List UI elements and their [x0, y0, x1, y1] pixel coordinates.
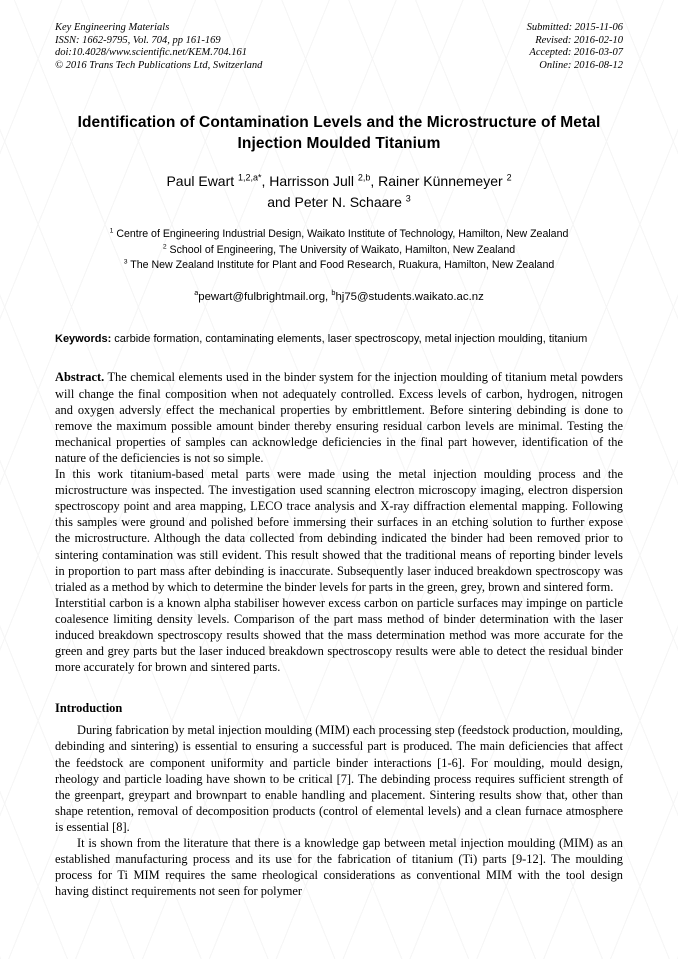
abstract-paragraph-1: [55, 369, 623, 466]
date-submitted: Submitted: 2015-11-06: [526, 22, 623, 33]
journal-header-right: [527, 22, 623, 72]
paper-body: [55, 369, 623, 899]
abstract-paragraph-3: Interstitial carbon is a known alpha stabiliser however excess carbon on particle surfaces may impinge on particle coalesence limiting density levels. Comparison of the part mass method of binder determination with the laser induced breakdown spectroscopy results showed that the mass determination method was more accurate for the green and grey parts but the laser induced breakdown spectroscopy results were able to detect the residual binder more accurately for brown and sintered parts.: [55, 595, 623, 675]
affiliation-text-1: Centre of Engineering Industrial Design, Waikato Institute of Technology, Hamilton, New Zealand: [113, 228, 569, 241]
email-address-a[interactable]: pewart@fulbrightmail.org,: [198, 290, 332, 303]
email-address-b[interactable]: hj75@students.waikato.ac.nz: [335, 290, 484, 303]
author-name-4: and Peter N. Schaare: [267, 194, 406, 211]
date-revised: Revised: 2016-02-10: [535, 34, 623, 46]
author-name-1: Paul Ewart: [166, 173, 239, 190]
affiliation-text-3: The New Zealand Institute for Plant and Food Research, Ruakura, Hamilton, New Zealand: [127, 258, 555, 271]
date-accepted: Accepted: 2016-03-07: [529, 47, 623, 59]
affiliation-3: [61, 258, 617, 273]
author-separator-2: , Rainer Künnemeyer: [370, 173, 507, 190]
email-marker-a: a: [194, 288, 199, 298]
journal-name: Key Engineering Materials: [55, 22, 170, 33]
affiliation-marker-3: 3: [123, 258, 128, 266]
affiliation-marker-1: 1: [109, 227, 114, 235]
journal-copyright: © 2016 Trans Tech Publications Ltd, Switzerland: [55, 59, 263, 71]
keywords-text: carbide formation, contaminating elements, laser spectroscopy, metal injection moulding, titanium: [111, 332, 588, 345]
affiliation-2: [61, 243, 617, 258]
paper-title: Identification of Contamination Levels and the Microstructure of Metal Injection Moulded Titanium: [77, 114, 601, 153]
keywords-label: Keywords:: [55, 332, 112, 345]
affiliation-1: [61, 227, 617, 242]
section-heading-introduction: Introduction: [55, 701, 123, 716]
journal-doi[interactable]: doi:10.4028/www.scientific.net/KEM.704.161: [55, 47, 247, 59]
author-list: [75, 171, 603, 213]
email-marker-b: b: [331, 288, 336, 298]
author-affiliation-marker-1: 1,2,a*: [238, 172, 262, 183]
journal-header: [55, 22, 623, 72]
affiliation-marker-2: 2: [162, 243, 167, 251]
keywords-block: [55, 332, 623, 348]
author-affiliation-marker-2: 2,b: [357, 172, 371, 183]
journal-issn-volume: ISSN: 1662-9795, Vol. 704, pp 161-169: [55, 34, 221, 46]
introduction-paragraph-2: It is shown from the literature that there is a knowledge gap between metal injection moulding (MIM) as an established manufacturing process and its use for the fabrication of titanium (Ti) parts [9-12]. The moulding process for Ti MIM requires the same rheological considerations as conventional MIM with the tool design having distinct requirements not seen for polymer: [55, 836, 623, 899]
date-online: Online: 2016-08-12: [539, 59, 623, 71]
author-affiliation-marker-3: 2: [506, 172, 512, 183]
abstract-label: Abstract.: [55, 370, 105, 385]
author-separator-1: , Harrisson Jull: [261, 173, 358, 190]
journal-header-left: [55, 22, 262, 72]
abstract-text-1: The chemical elements used in the binder system for the injection moulding of titanium metal powders will change the final composition when not adequately controlled. Excess levels of carbon, hydrogen, nitrogen and oxygen adversly effect the mechanical properties by embrittlement. Before sintering debinding is done to remove the maximum possible amount binder thereby ensuring residual carbon levels are minimal. Testing the mechanical properties of samples can acknowledge deficiencies in the final part however, identification of the nature of the deficiencies is not so simple.: [55, 370, 623, 465]
author-affiliation-marker-4: 3: [405, 193, 411, 204]
affiliation-text-2: School of Engineering, The University of Waikato, Hamilton, New Zealand: [166, 243, 516, 256]
introduction-paragraph-1: During fabrication by metal injection moulding (MIM) each processing step (feedstock production, moulding, debinding and sintering) is essential to ensuring a successful part is produced. The main deficiencies that affect the feedstock are component uniformity and particle binder interactions [1-6]. For moulding, mould design, rheology and particle loading have shown to be critical [7]. The debinding process requires sufficient strength of the greenpart, greypart and brownpart to enable handling and placement. Sintering results show that, other than shape retention, removal of decomposition products (control of elemental levels) and a clean furnace atmosphere is essential [8].: [55, 723, 623, 834]
affiliation-list: [61, 227, 617, 273]
abstract-paragraph-2: In this work titanium-based metal parts were made using the metal injection moulding process and the microstructure was inspected. The investigation used scanning electron microscopy imaging, electron dispersion spectroscopy point and area mapping, LECO trace analysis and X-ray diffraction elemental mapping. Following this samples were ground and polished before immersing their surfaces in an etching solution to further expose the microstructure. Although the data collected from debinding indicated the binder had been removed prior to sintering contamination was still evident. This result showed that the traditional means of reporting binder levels in proportion to part mass after debinding is inaccurate. Subsequently laser induced breakdown spectroscopy was trialed as a method by which to determine the binder levels for parts in the green, grey, brown and sintered form.: [55, 467, 623, 594]
author-emails: [55, 290, 623, 305]
